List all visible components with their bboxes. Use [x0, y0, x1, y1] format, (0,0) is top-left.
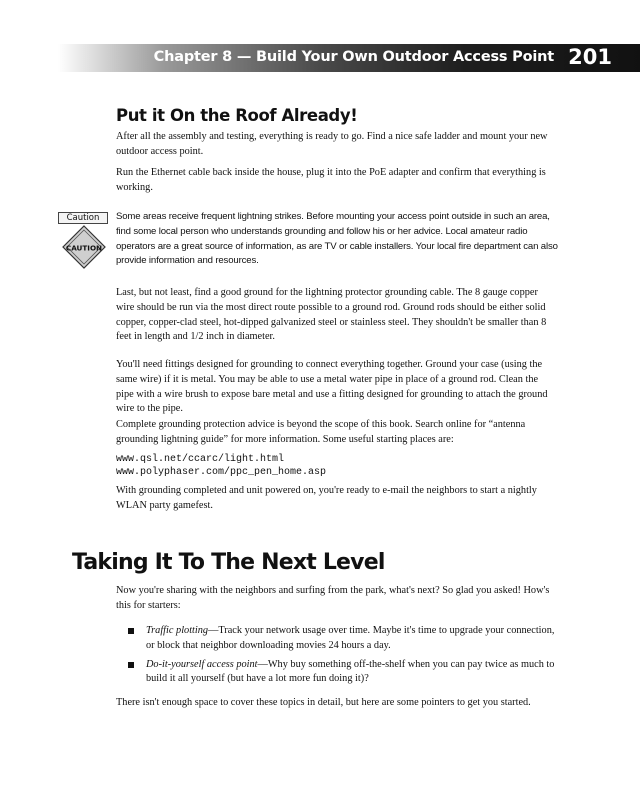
chapter-header-bar — [58, 44, 640, 72]
paragraph: There isn't enough space to cover these topics in detail, but here are some pointers to get you started. — [116, 697, 531, 708]
url-link[interactable]: www.qsl.net/ccarc/light.html — [116, 454, 285, 465]
paragraph: You'll need fittings designed for grounding to connect everything together. Ground your case (using the same wire) if it is metal. You may be able to use a metal water pipe in place of a ground rod. Clean the pipe with a wire brush to expose bare metal and use a fitting designed for grounding to attach the ground wire to the pipe. — [116, 359, 548, 415]
caution-sign-text: CAUTION — [65, 243, 103, 253]
chapter-title: Chapter 8 — Build Your Own Outdoor Access Point — [153, 49, 554, 65]
list-item — [128, 624, 558, 654]
paragraph: After all the assembly and testing, everything is ready to go. Find a nice safe ladder and mount your new outdoor access point. — [116, 131, 548, 157]
list-item — [128, 658, 558, 688]
list-item-text: —Why buy something off-the-shelf when you can pay twice as much to build it all yourself (but have a lot more fun doing it)? — [146, 658, 555, 685]
list-item-text: —Track your network usage over time. Maybe it's time to upgrade your connection, or block that neighbor downloading movies 24 hours a day. — [146, 625, 555, 651]
list-item-term: Do-it-yourself access point — [146, 658, 258, 670]
paragraph: Complete grounding protection advice is beyond the scope of this book. Search online for “antenna grounding lightning guide” for more information. Some useful starting places are: — [116, 419, 526, 445]
paragraph: Run the Ethernet cable back inside the house, plug it into the PoE adapter and confirm that everything is working. — [116, 167, 546, 193]
list-item-term: Traffic plotting — [146, 625, 209, 636]
page-number: 201 — [568, 45, 612, 69]
bullet-square-icon — [128, 662, 134, 668]
section-heading-next-level: Taking It To The Next Level — [72, 550, 385, 575]
paragraph: Now you're sharing with the neighbors and surfing from the park, what's next? So glad you asked! How's this for starters: — [116, 585, 550, 611]
bullet-square-icon — [128, 628, 134, 634]
paragraph: Last, but not least, find a good ground for the lightning protector grounding cable. The 8 gauge copper wire should be run via the most direct route possible to a ground rod. Ground rods should be either solid copper, copper-clad steel, hot-dipped galvanized steel or stainless steel. They shouldn't be smaller than 8 feet in length and 1/2 inch in diameter. — [116, 287, 547, 343]
section-heading-roof: Put it On the Roof Already! — [116, 106, 358, 125]
caution-icon-box — [58, 212, 108, 266]
caution-sign-icon — [62, 225, 106, 269]
bullet-list — [128, 624, 558, 691]
url-link[interactable]: www.polyphaser.com/ppc_pen_home.asp — [116, 467, 327, 478]
paragraph: With grounding completed and unit powered on, you're ready to e-mail the neighbors to start a nightly WLAN party gamefest. — [116, 485, 537, 511]
caution-label: Caution — [58, 212, 108, 224]
caution-note: Some areas receive frequent lightning strikes. Before mounting your access point outside in such an area, find some local person who understands grounding and follow his or her advice. Local amateur radio operators are a great source of information, as are TV or cable installers. Your local fire department can also provide information and resources. — [116, 211, 558, 267]
